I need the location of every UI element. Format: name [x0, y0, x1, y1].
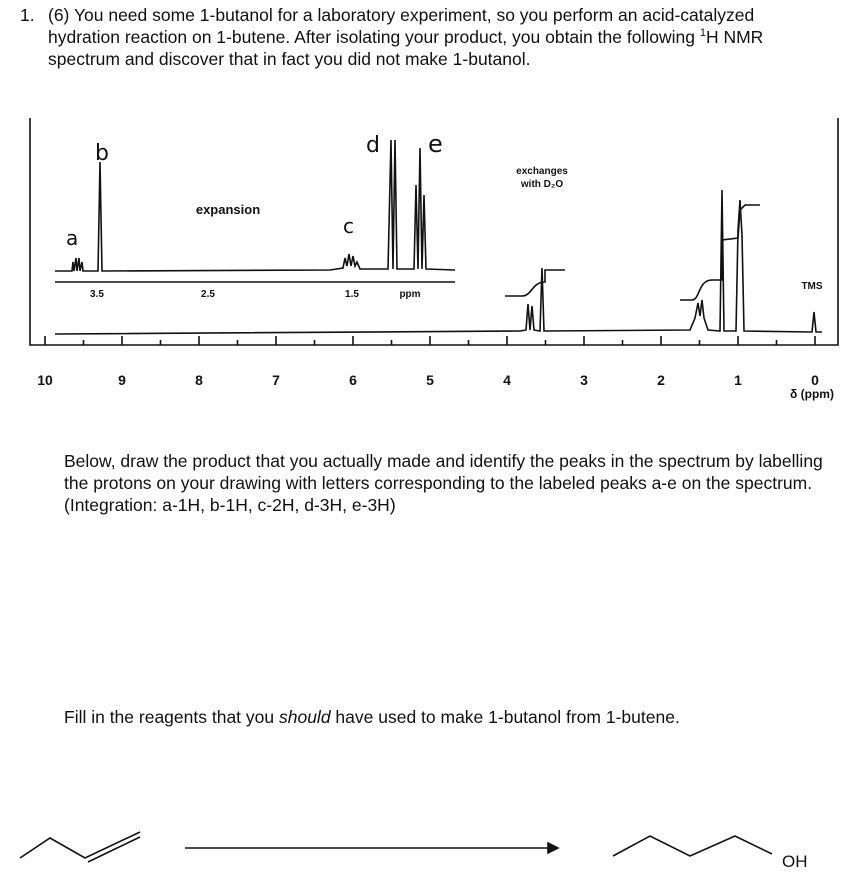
expansion-tick: 2.5 [201, 289, 215, 300]
question-points: (6) [48, 5, 70, 25]
1-butene-structure [20, 832, 140, 862]
question-number: 1. [20, 5, 35, 25]
expansion-unit: ppm [399, 289, 421, 300]
question-text-2: H NMR spectrum and discover that in fact you did not make 1-butanol. [48, 27, 764, 69]
peak-label-b: b [95, 141, 109, 166]
superscript: 1 [699, 27, 706, 40]
hydroxyl-label: OH [782, 852, 808, 871]
axis-tick-label: 6 [349, 372, 357, 388]
x-axis-label: δ (ppm) [790, 387, 834, 401]
integration-curve-1 [505, 270, 565, 296]
axis-tick-label: 3 [580, 372, 588, 388]
main-spectrum-trace [55, 190, 822, 334]
arrow-head-icon [548, 843, 558, 853]
question-text-1: You need some 1-butanol for a laboratory experiment, so you perform an acid-catalyzed hydration reaction on 1-butene. After isolating your product, you obtain the following [48, 5, 755, 47]
axis-tick-label: 4 [503, 372, 511, 388]
axis-tick-label: 5 [426, 372, 434, 388]
instr-emphasis: should [278, 707, 331, 727]
axis-tick-label: 10 [37, 372, 53, 388]
expansion-tick: 1.5 [345, 289, 359, 300]
instr-text: Fill in the reagents that you [64, 707, 279, 727]
peak-label-e: e [428, 130, 443, 158]
peak-label-d: d [366, 133, 380, 158]
axis-tick-label: 8 [195, 372, 203, 388]
axis-tick-label: 1 [734, 372, 742, 388]
axis-ticks [37, 336, 819, 388]
axis-tick-label: 7 [272, 372, 280, 388]
axis-tick-label: 2 [657, 372, 665, 388]
1-butanol-structure [613, 836, 772, 856]
instructions-draw-product: Below, draw the product that you actually made and identify the peaks in the spectrum by labelling the protons on your drawing with letters corresponding to the labeled peaks a-e on the spectrum. (Integration: a-1H, b-1H, c-2H, d-3H, e-3H) [64, 451, 823, 515]
expansion-label: expansion [195, 202, 261, 217]
expansion-tick: 3.5 [90, 289, 104, 300]
instructions-reagents [64, 706, 824, 728]
peak-label-c: c [343, 214, 354, 238]
peak-label-a: a [66, 226, 79, 250]
tms-label: TMS [801, 281, 823, 292]
axis-tick-label: 0 [811, 372, 819, 388]
axis-tick-label: 9 [118, 372, 126, 388]
exchange-label: with D₂O [520, 179, 564, 190]
exchange-label: exchanges [516, 166, 568, 177]
instr-text: have used to make 1-butanol from 1-butene. [330, 707, 680, 727]
